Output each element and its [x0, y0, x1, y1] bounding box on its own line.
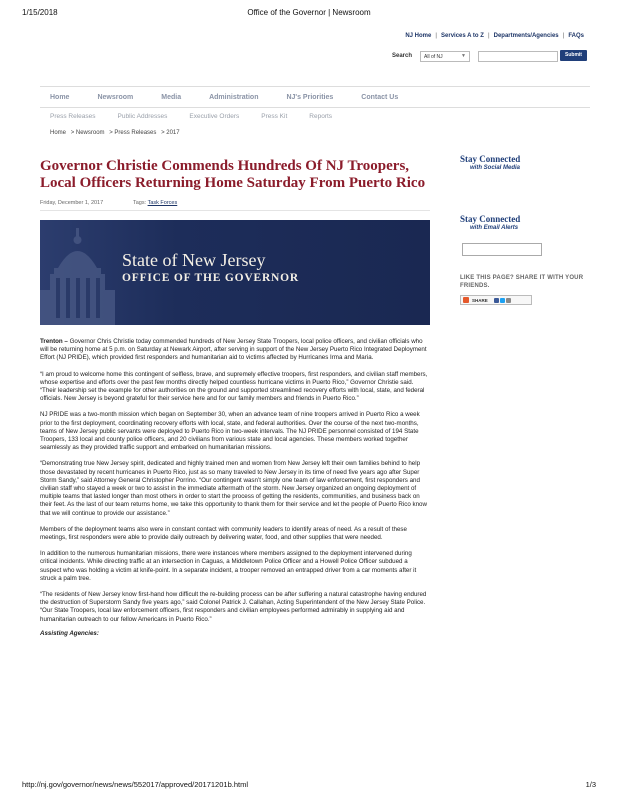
sub-nav [50, 113, 354, 120]
subnav-press-releases[interactable]: Press Releases [50, 113, 96, 120]
nj-home-link[interactable]: NJ Home [405, 33, 432, 39]
social-subtitle: with Social Media [470, 165, 521, 171]
share-icon [463, 297, 469, 303]
email-title: Stay Connected [460, 214, 521, 224]
search-scope-value: All of NJ [424, 54, 443, 60]
search-scope-select[interactable] [420, 51, 470, 62]
subnav-executive-orders[interactable]: Executive Orders [189, 113, 240, 120]
dateline: Trenton – [40, 338, 68, 345]
separator: | [562, 33, 565, 39]
share-button[interactable] [460, 295, 532, 305]
search-input[interactable] [478, 51, 558, 62]
facebook-icon [494, 298, 499, 303]
search-bar [392, 50, 592, 64]
social-title: Stay Connected [460, 154, 521, 164]
tag-link[interactable]: Task Forces [147, 200, 178, 206]
separator: | [487, 33, 490, 39]
subnav-press-kit[interactable]: Press Kit [261, 113, 288, 120]
governor-banner [40, 220, 430, 325]
breadcrumb-home[interactable]: Home [50, 130, 67, 136]
tags-label: Tags: [133, 200, 147, 206]
subnav-public-addresses[interactable]: Public Addresses [117, 113, 168, 120]
banner-office-title: OFFICE OF THE GOVERNOR [122, 272, 300, 284]
departments-link[interactable]: Departments/Agencies [493, 33, 559, 39]
faqs-link[interactable]: FAQs [568, 33, 584, 39]
assisting-agencies-heading: Assisting Agencies: [40, 629, 99, 637]
article-date: Friday, December 1, 2017 [40, 200, 104, 206]
article-paragraph: “The residents of New Jersey know first-hand how difficult the re-building process can be after suffering a natural catastrophe having endured the destruction of Superstorm Sandy five years ago,” said Colonel Patrick J. Callahan, Acting Superintendent of the New Jersey State Police. “Our State Troopers, local law enforcement officers, first responders and civilian employees performed admirably in supplying aid and humanitarian outreach to our fellow Americans in Puerto Rico.” [40, 591, 427, 623]
nav-newsroom[interactable]: Newsroom [97, 93, 134, 101]
search-label: Search [392, 53, 413, 59]
breadcrumb [50, 130, 183, 136]
breadcrumb-newsroom[interactable]: > Newsroom [70, 130, 105, 136]
article-lead [40, 338, 430, 363]
email-subtitle: with Email Alerts [470, 225, 519, 231]
share-label: SHARE [472, 297, 488, 303]
print-url: http://nj.gov/governor/news/news/552017/approved/20171201b.html [22, 780, 248, 789]
breadcrumb-press-releases[interactable]: > Press Releases [109, 130, 157, 136]
lead-text: Governor Chris Christie today commended hundreds of New Jersey State Troopers, local police officers, and civilian officials who will be returning home at 5 p.m. on Saturday at Newark Airport, after serving in support of the New Jersey Puerto Rico Integrated Deployment Effort (NJ PRIDE), which provided first responders and humanitarian aid to victims affected by Hurricanes Irma and Maria. [40, 338, 427, 362]
email-icon [506, 298, 511, 303]
nav-contact[interactable]: Contact Us [361, 93, 399, 101]
article-paragraph: “I am proud to welcome home this contingent of selfless, brave, and supremely effective troopers, first responders, and civilian staff members, whose expertise and efforts over the past few months directly helped countless hurricane victims in Puerto Rico,” Governor Christie said. “Their leadership set the example for other authorities on the ground and supported streamlined recovery efforts with local, state, and federal officials. New Jersey is beyond grateful for their service here and for our family members and friends in Puerto Rico.” [40, 370, 428, 403]
breadcrumb-year[interactable]: > 2017 [161, 130, 180, 136]
nav-media[interactable]: Media [161, 93, 182, 101]
article-paragraph: “Demonstrating true New Jersey spirit, dedicated and highly trained men and women from New Jersey left their own families behind to help those devastated by recent hurricanes in Puerto Rico, just as so many traveled to New Jersey in its time of need five years ago after Super Storm Sandy,” said Attorney General Christopher Porrino. “Our contingent wasn’t simply one team of law enforcement, first responders and civilian staff who stayed a week or two to assist in the immediate aftermath of the storm. New Jersey organized an ongoing deployment of multiple teams that lasted longer than most others in order to start the process of getting the residents, communities, and business back on their feet. As the last of our team returns home, we take this opportunity to thank them for their service and let the people of Puerto Rico know that we will continue to provide our assistance.” [40, 460, 427, 517]
chevron-down-icon: ▼ [461, 53, 466, 59]
print-page-number: 1/3 [585, 780, 596, 789]
utility-links [401, 33, 588, 39]
print-date: 1/15/2018 [22, 8, 58, 17]
social-media-block[interactable] [460, 154, 520, 171]
article-meta [40, 199, 430, 211]
article-body [40, 338, 430, 646]
share-prompt: LIKE THIS PAGE? SHARE IT WITH YOUR FRIENDS. [460, 275, 584, 289]
article-tags [133, 200, 177, 206]
email-alerts-block[interactable] [460, 214, 520, 231]
banner-state-title: State of New Jersey [122, 250, 266, 270]
article-paragraph: Members of the deployment teams also were in constant contact with community leaders to identify areas of need. As a result of these meetings, first responders were able to provide daily outreach by delivering water, food, and other supplies that were needed. [40, 525, 407, 542]
nav-administration[interactable]: Administration [209, 93, 259, 101]
article-paragraph: In addition to the numerous humanitarian missions, there were instances where members assigned to the deployment intervened during critical incidents. While directing traffic at an intersection in Caguas, a Middletown Police Officer and a Howell Police Officer subdued a suspect who was holding a victim at knife-point. In a separate incident, a trooper removed an entrapped driver from a car moments after it struck a palm tree. [40, 550, 417, 582]
nav-priorities[interactable]: NJ's Priorities [286, 93, 334, 101]
nav-home[interactable]: Home [50, 93, 70, 101]
search-submit-button[interactable]: Submit [560, 50, 587, 61]
services-link[interactable]: Services A to Z [441, 33, 484, 39]
print-header [22, 8, 596, 20]
print-title: Office of the Governor | Newsroom [247, 8, 371, 17]
twitter-icon [500, 298, 505, 303]
main-nav [40, 86, 590, 108]
subnav-reports[interactable]: Reports [309, 113, 333, 120]
email-alerts-input[interactable] [462, 243, 542, 256]
separator: | [435, 33, 438, 39]
print-footer [22, 780, 596, 792]
article-headline: Governor Christie Commends Hundreds Of NJ Troopers, Local Officers Returning Home Saturday From Puerto Rico [40, 158, 426, 191]
article-paragraph: NJ PRIDE was a two-month mission which began on September 30, when an advance team of nine troopers arrived in Puerto Rico a week prior to the first deployment, coordinating recovery efforts with local, state, and federal authorities. Over the course of the next two-months, teams of New Jersey public servants were deployed to Puerto Rico in two-week intervals. The NJ PRIDE personnel consisted of 194 State Troopers, 133 local and county police officers, and 20 civilians from various state and local agencies. These members worked together seamlessly as they provided traffic support and embarked on humanitarian missions. [40, 411, 420, 452]
